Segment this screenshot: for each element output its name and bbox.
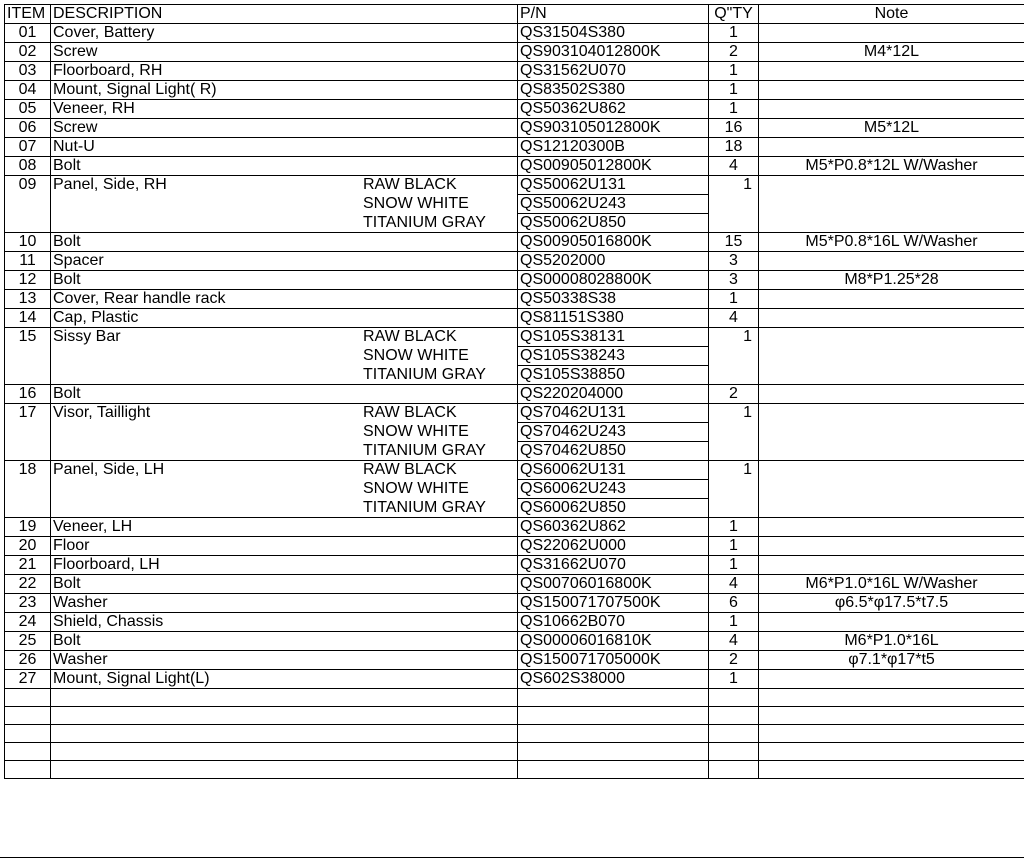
cell-part-number: QS31562U070 (518, 62, 709, 81)
cell-part-number: QS00006016810K (518, 632, 709, 651)
table-row (5, 404, 1024, 423)
cell-description (51, 594, 518, 613)
color-variant: RAW BLACK (363, 176, 457, 193)
cell-part-number: QS220204000 (518, 385, 709, 404)
cell-description (51, 271, 518, 290)
cell-item (5, 761, 51, 779)
cell-part-number (518, 707, 709, 725)
description-text: Washer (53, 594, 108, 611)
table-row (5, 725, 1024, 743)
table-header-row (5, 5, 1024, 24)
table-row (5, 176, 1024, 195)
description-text: Sissy Bar (53, 328, 121, 345)
cell-part-number: QS31662U070 (518, 556, 709, 575)
cell-description (51, 461, 518, 480)
cell-note (759, 176, 1024, 233)
cell-description (51, 518, 518, 537)
cell-description (51, 670, 518, 689)
description-text: Bolt (53, 575, 81, 592)
table-row (5, 271, 1024, 290)
description-text: Cap, Plastic (53, 309, 139, 326)
cell-quantity: 4 (709, 575, 759, 594)
cell-note (759, 309, 1024, 328)
color-variant: TITANIUM GRAY (363, 365, 486, 383)
cell-note (759, 461, 1024, 518)
cell-quantity: 15 (709, 233, 759, 252)
color-variant (363, 252, 515, 270)
cell-quantity: 3 (709, 271, 759, 290)
description-text (53, 347, 363, 365)
cell-item: 12 (5, 271, 51, 290)
cell-quantity (709, 761, 759, 779)
color-variant: RAW BLACK (363, 328, 457, 345)
cell-note (759, 62, 1024, 81)
color-variant: SNOW WHITE (363, 194, 469, 212)
cell-part-number: QS60062U850 (518, 499, 709, 518)
cell-item (5, 725, 51, 743)
cell-quantity: 1 (709, 518, 759, 537)
color-variant (363, 157, 515, 175)
cell-description (51, 366, 518, 385)
table-row (5, 537, 1024, 556)
cell-part-number: QS602S38000 (518, 670, 709, 689)
description-text: Bolt (53, 157, 81, 174)
cell-note (759, 518, 1024, 537)
cell-item: 24 (5, 613, 51, 632)
cell-note (759, 328, 1024, 385)
cell-note: M4*12L (759, 43, 1024, 62)
table-row (5, 252, 1024, 271)
cell-part-number: QS903105012800K (518, 119, 709, 138)
cell-part-number: QS50362U862 (518, 100, 709, 119)
description-text (53, 480, 363, 498)
cell-note: M5*P0.8*12L W/Washer (759, 157, 1024, 176)
cell-quantity: 1 (709, 404, 759, 461)
cell-quantity: 4 (709, 309, 759, 328)
cell-part-number: QS903104012800K (518, 43, 709, 62)
cell-item: 01 (5, 24, 51, 43)
cell-item: 06 (5, 119, 51, 138)
color-variant (363, 309, 515, 327)
cell-quantity: 1 (709, 670, 759, 689)
cell-item: 23 (5, 594, 51, 613)
description-text: Panel, Side, LH (53, 461, 165, 478)
cell-quantity: 6 (709, 594, 759, 613)
cell-part-number: QS83502S380 (518, 81, 709, 100)
table-row (5, 556, 1024, 575)
cell-item: 02 (5, 43, 51, 62)
cell-part-number: QS50062U243 (518, 195, 709, 214)
cell-item: 20 (5, 537, 51, 556)
cell-part-number: QS50062U131 (518, 176, 709, 195)
cell-note: M5*P0.8*16L W/Washer (759, 233, 1024, 252)
color-variant (363, 632, 515, 650)
cell-part-number: QS50338S38 (518, 290, 709, 309)
cell-quantity: 1 (709, 461, 759, 518)
color-variant (363, 575, 515, 593)
cell-quantity: 2 (709, 651, 759, 670)
description-text: Spacer (53, 252, 104, 269)
cell-quantity: 4 (709, 157, 759, 176)
description-text: Bolt (53, 385, 81, 402)
description-text: Screw (53, 119, 98, 136)
cell-description (51, 119, 518, 138)
description-text (53, 499, 363, 517)
cell-part-number: QS81151S380 (518, 309, 709, 328)
cell-note (759, 761, 1024, 779)
color-variant (363, 271, 515, 289)
table-row (5, 43, 1024, 62)
color-variant (363, 233, 515, 251)
cell-item: 18 (5, 461, 51, 518)
cell-part-number: QS00008028800K (518, 271, 709, 290)
cell-quantity: 1 (709, 328, 759, 385)
cell-description (51, 442, 518, 461)
cell-description (51, 404, 518, 423)
cell-description (51, 138, 518, 157)
cell-description (51, 100, 518, 119)
cell-quantity: 1 (709, 81, 759, 100)
color-variant: TITANIUM GRAY (363, 498, 486, 516)
color-variant: RAW BLACK (363, 461, 457, 478)
cell-item: 22 (5, 575, 51, 594)
cell-item: 04 (5, 81, 51, 100)
color-variant (363, 670, 515, 688)
color-variant (363, 518, 515, 536)
cell-note: M8*P1.25*28 (759, 271, 1024, 290)
color-variant (363, 651, 515, 669)
color-variant: TITANIUM GRAY (363, 213, 486, 231)
cell-note (759, 100, 1024, 119)
color-variant: SNOW WHITE (363, 422, 469, 440)
table-row (5, 24, 1024, 43)
cell-description (51, 385, 518, 404)
cell-description (51, 651, 518, 670)
cell-description (51, 689, 518, 707)
cell-note (759, 613, 1024, 632)
cell-description (51, 43, 518, 62)
cell-item: 11 (5, 252, 51, 271)
cell-description (51, 214, 518, 233)
cell-description (51, 499, 518, 518)
table-row (5, 328, 1024, 347)
description-text (53, 195, 363, 213)
description-text: Mount, Signal Light(L) (53, 670, 210, 687)
cell-item: 16 (5, 385, 51, 404)
cell-note (759, 556, 1024, 575)
color-variant: TITANIUM GRAY (363, 441, 486, 459)
cell-item: 19 (5, 518, 51, 537)
cell-quantity: 1 (709, 537, 759, 556)
table-row (5, 670, 1024, 689)
table-row (5, 461, 1024, 480)
cell-note: M6*P1.0*16L (759, 632, 1024, 651)
cell-part-number (518, 743, 709, 761)
cell-note (759, 404, 1024, 461)
description-text: Veneer, LH (53, 518, 133, 535)
color-variant (363, 119, 515, 137)
table-row (5, 594, 1024, 613)
cell-part-number: QS60362U862 (518, 518, 709, 537)
color-variant (363, 290, 515, 308)
cell-description (51, 707, 518, 725)
cell-item: 15 (5, 328, 51, 385)
cell-part-number: QS00905012800K (518, 157, 709, 176)
table-row (5, 707, 1024, 725)
cell-description (51, 480, 518, 499)
color-variant (363, 613, 515, 631)
cell-description (51, 575, 518, 594)
cell-quantity: 16 (709, 119, 759, 138)
cell-note: φ6.5*φ17.5*t7.5 (759, 594, 1024, 613)
cell-description (51, 290, 518, 309)
cell-part-number: QS105S38850 (518, 366, 709, 385)
cell-note (759, 252, 1024, 271)
cell-part-number: QS10662B070 (518, 613, 709, 632)
cell-part-number: QS105S38243 (518, 347, 709, 366)
cell-description (51, 252, 518, 271)
cell-description (51, 157, 518, 176)
cell-item: 14 (5, 309, 51, 328)
cell-item: 07 (5, 138, 51, 157)
cell-item: 05 (5, 100, 51, 119)
cell-description (51, 537, 518, 556)
cell-item: 03 (5, 62, 51, 81)
cell-item: 08 (5, 157, 51, 176)
table-row (5, 233, 1024, 252)
cell-note: M5*12L (759, 119, 1024, 138)
color-variant (363, 556, 515, 574)
cell-quantity: 1 (709, 62, 759, 81)
table-row (5, 62, 1024, 81)
cell-part-number: QS22062U000 (518, 537, 709, 556)
cell-note (759, 24, 1024, 43)
description-text (53, 214, 363, 232)
color-variant: SNOW WHITE (363, 479, 469, 497)
description-text: Bolt (53, 271, 81, 288)
cell-description (51, 24, 518, 43)
cell-description (51, 423, 518, 442)
cell-quantity: 1 (709, 556, 759, 575)
table-row (5, 81, 1024, 100)
cell-item: 25 (5, 632, 51, 651)
table-row (5, 290, 1024, 309)
color-variant (363, 138, 515, 156)
description-text (53, 442, 363, 460)
cell-item: 26 (5, 651, 51, 670)
cell-part-number: QS70462U850 (518, 442, 709, 461)
cell-quantity: 1 (709, 100, 759, 119)
cell-note (759, 743, 1024, 761)
cell-item (5, 707, 51, 725)
cell-part-number: QS70462U243 (518, 423, 709, 442)
table-row (5, 651, 1024, 670)
table-row (5, 157, 1024, 176)
description-text: Nut-U (53, 138, 95, 155)
cell-description (51, 743, 518, 761)
color-variant (363, 62, 515, 80)
cell-quantity: 2 (709, 43, 759, 62)
description-text: Floor (53, 537, 90, 554)
table-row (5, 385, 1024, 404)
table-row (5, 575, 1024, 594)
color-variant (363, 537, 515, 555)
description-text: Shield, Chassis (53, 613, 164, 630)
description-text: Screw (53, 43, 98, 60)
cell-description (51, 328, 518, 347)
cell-quantity: 1 (709, 613, 759, 632)
cell-part-number: QS31504S380 (518, 24, 709, 43)
cell-note (759, 81, 1024, 100)
cell-part-number (518, 689, 709, 707)
table-row (5, 119, 1024, 138)
color-variant (363, 24, 515, 42)
header-part-number: P/N (518, 5, 709, 24)
cell-quantity: 2 (709, 385, 759, 404)
cell-part-number: QS105S38131 (518, 328, 709, 347)
description-text: Floorboard, RH (53, 62, 163, 79)
description-text (53, 366, 363, 384)
cell-part-number: QS50062U850 (518, 214, 709, 233)
description-text: Cover, Battery (53, 24, 155, 41)
table-row (5, 309, 1024, 328)
cell-part-number: QS00706016800K (518, 575, 709, 594)
header-item: ITEM (5, 5, 51, 24)
cell-description (51, 632, 518, 651)
cell-note (759, 138, 1024, 157)
cell-description (51, 725, 518, 743)
cell-quantity: 3 (709, 252, 759, 271)
cell-part-number: QS12120300B (518, 138, 709, 157)
cell-quantity: 1 (709, 176, 759, 233)
cell-description (51, 62, 518, 81)
table-row (5, 100, 1024, 119)
description-text: Floorboard, LH (53, 556, 160, 573)
header-quantity: Q"TY (709, 5, 759, 24)
color-variant (363, 81, 515, 99)
cell-note (759, 689, 1024, 707)
cell-note (759, 670, 1024, 689)
table-row (5, 138, 1024, 157)
cell-quantity (709, 707, 759, 725)
table-row (5, 613, 1024, 632)
cell-quantity: 1 (709, 290, 759, 309)
description-text: Bolt (53, 233, 81, 250)
table-row (5, 518, 1024, 537)
cell-item: 21 (5, 556, 51, 575)
cell-quantity: 1 (709, 24, 759, 43)
cell-item: 13 (5, 290, 51, 309)
header-description: DESCRIPTION (51, 5, 518, 24)
cell-item (5, 689, 51, 707)
description-text: Washer (53, 651, 108, 668)
cell-note (759, 385, 1024, 404)
description-text (53, 423, 363, 441)
cell-quantity: 18 (709, 138, 759, 157)
header-note: Note (759, 5, 1024, 24)
cell-note (759, 537, 1024, 556)
description-text: Cover, Rear handle rack (53, 290, 226, 307)
cell-note (759, 290, 1024, 309)
cell-part-number: QS60062U131 (518, 461, 709, 480)
cell-description (51, 347, 518, 366)
cell-part-number: QS150071707500K (518, 594, 709, 613)
cell-item: 27 (5, 670, 51, 689)
color-variant (363, 100, 515, 118)
cell-description (51, 195, 518, 214)
cell-item: 17 (5, 404, 51, 461)
cell-quantity: 4 (709, 632, 759, 651)
description-text: Visor, Taillight (53, 404, 151, 421)
cell-part-number: QS00905016800K (518, 233, 709, 252)
cell-item (5, 743, 51, 761)
cell-quantity (709, 689, 759, 707)
bottom-rule (0, 857, 1024, 858)
description-text: Veneer, RH (53, 100, 135, 117)
cell-part-number (518, 725, 709, 743)
cell-part-number: QS70462U131 (518, 404, 709, 423)
table-row (5, 761, 1024, 779)
cell-note: M6*P1.0*16L W/Washer (759, 575, 1024, 594)
color-variant (363, 43, 515, 61)
cell-description (51, 176, 518, 195)
description-text: Bolt (53, 632, 81, 649)
cell-item: 10 (5, 233, 51, 252)
cell-description (51, 233, 518, 252)
description-text: Panel, Side, RH (53, 176, 167, 193)
color-variant: RAW BLACK (363, 404, 457, 421)
cell-part-number: QS150071705000K (518, 651, 709, 670)
color-variant (363, 594, 515, 612)
cell-quantity (709, 725, 759, 743)
cell-item: 09 (5, 176, 51, 233)
cell-note (759, 725, 1024, 743)
cell-part-number: QS60062U243 (518, 480, 709, 499)
cell-description (51, 81, 518, 100)
cell-note: φ7.1*φ17*t5 (759, 651, 1024, 670)
description-text: Mount, Signal Light( R) (53, 81, 217, 98)
parts-table (4, 4, 1024, 779)
cell-description (51, 761, 518, 779)
color-variant (363, 385, 515, 403)
cell-quantity (709, 743, 759, 761)
cell-description (51, 613, 518, 632)
table-row (5, 743, 1024, 761)
cell-description (51, 309, 518, 328)
color-variant: SNOW WHITE (363, 346, 469, 364)
table-row (5, 689, 1024, 707)
cell-part-number (518, 761, 709, 779)
cell-description (51, 556, 518, 575)
table-row (5, 632, 1024, 651)
cell-part-number: QS5202000 (518, 252, 709, 271)
cell-note (759, 707, 1024, 725)
